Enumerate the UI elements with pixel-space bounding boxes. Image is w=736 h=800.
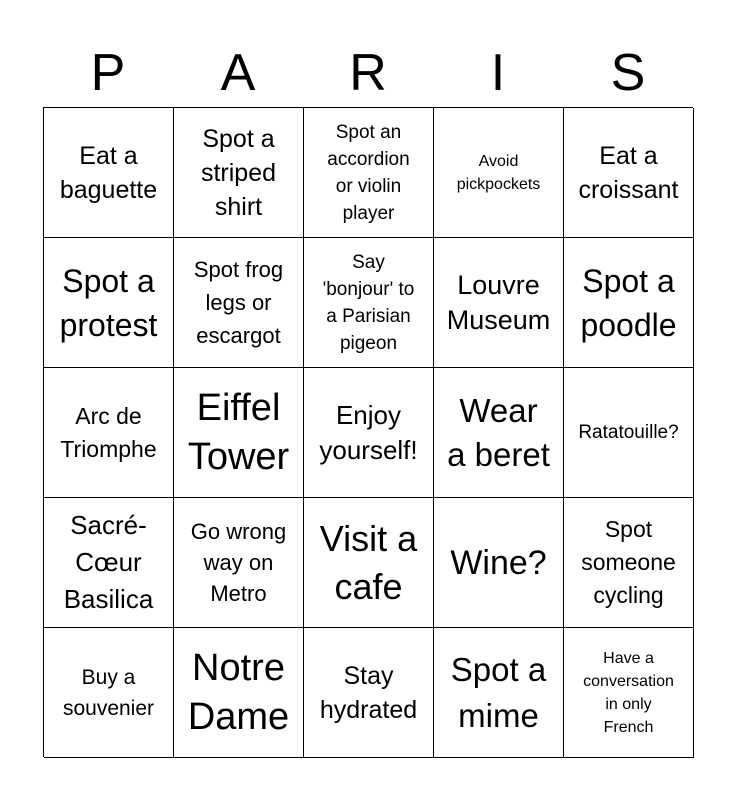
- header-letter-r: R: [349, 44, 387, 102]
- header-letter-a: A: [220, 44, 256, 102]
- bingo-cell[interactable]: [44, 368, 174, 498]
- bingo-cell-text: Louvre Museum: [446, 269, 551, 335]
- bingo-cell-text: Spot someone cycling: [581, 516, 676, 608]
- bingo-cell-text: Enjoy yourself!: [319, 399, 418, 465]
- bingo-cell[interactable]: [174, 238, 304, 368]
- bingo-cell[interactable]: [434, 498, 564, 628]
- bingo-cell-text: Go wrong way on Metro: [190, 519, 287, 606]
- bingo-cell-text: Spot a protest: [59, 262, 158, 343]
- bingo-cell-text: Notre Dame: [187, 646, 290, 738]
- bingo-cell[interactable]: [44, 498, 174, 628]
- bingo-cell[interactable]: [174, 628, 304, 758]
- bingo-board: [43, 107, 693, 757]
- bingo-cell[interactable]: [434, 238, 564, 368]
- bingo-cell[interactable]: [304, 498, 434, 628]
- bingo-header: [43, 40, 693, 106]
- bingo-cell-text: Arc de Triomphe: [60, 402, 157, 462]
- bingo-cell[interactable]: [304, 628, 434, 758]
- bingo-cell-text: Sacré- Cœur Basilica: [63, 510, 154, 614]
- bingo-cell[interactable]: [44, 628, 174, 758]
- bingo-cell[interactable]: [174, 498, 304, 628]
- bingo-cell-text: Visit a cafe: [319, 517, 418, 607]
- header-letter-s: S: [610, 44, 646, 102]
- bingo-cell-text: Eiffel Tower: [187, 386, 290, 478]
- bingo-cell[interactable]: [564, 368, 694, 498]
- bingo-cell-text: Have a conversation in only French: [583, 649, 674, 736]
- bingo-cell-text: Eat a croissant: [578, 141, 679, 204]
- bingo-cell-text: Spot a striped shirt: [200, 124, 277, 221]
- bingo-cell-text: Ratatouille?: [578, 422, 679, 443]
- bingo-cell-text: Stay hydrated: [319, 661, 418, 724]
- bingo-cell[interactable]: [434, 628, 564, 758]
- bingo-cell-text: Eat a baguette: [59, 141, 158, 204]
- bingo-cell-text: Spot frog legs or escargot: [193, 257, 284, 348]
- bingo-cell[interactable]: [564, 108, 694, 238]
- bingo-cell[interactable]: [304, 368, 434, 498]
- bingo-cell-text: Wine?: [450, 543, 547, 582]
- header-letter-i: I: [490, 44, 506, 102]
- bingo-cell-text: Spot an accordion or violin player: [327, 121, 410, 224]
- bingo-cell[interactable]: [304, 238, 434, 368]
- bingo-cell-text: Spot a mime: [450, 650, 547, 734]
- bingo-cell[interactable]: [44, 108, 174, 238]
- bingo-cell[interactable]: [174, 368, 304, 498]
- bingo-cell[interactable]: [434, 108, 564, 238]
- header-letter-p: P: [90, 44, 126, 102]
- bingo-cell[interactable]: [564, 498, 694, 628]
- bingo-cell[interactable]: [564, 628, 694, 758]
- bingo-cell-text: Buy a souvenier: [62, 665, 155, 720]
- bingo-cell-text: Wear a beret: [447, 391, 550, 473]
- bingo-cell-text: Say 'bonjour' to a Parisian pigeon: [322, 251, 415, 354]
- bingo-cell-text: Avoid pickpockets: [456, 152, 541, 193]
- bingo-cell[interactable]: [564, 238, 694, 368]
- bingo-cell[interactable]: [174, 108, 304, 238]
- bingo-cell[interactable]: [304, 108, 434, 238]
- bingo-cell[interactable]: [434, 368, 564, 498]
- bingo-cell[interactable]: [44, 238, 174, 368]
- bingo-cell-text: Spot a poodle: [580, 262, 677, 343]
